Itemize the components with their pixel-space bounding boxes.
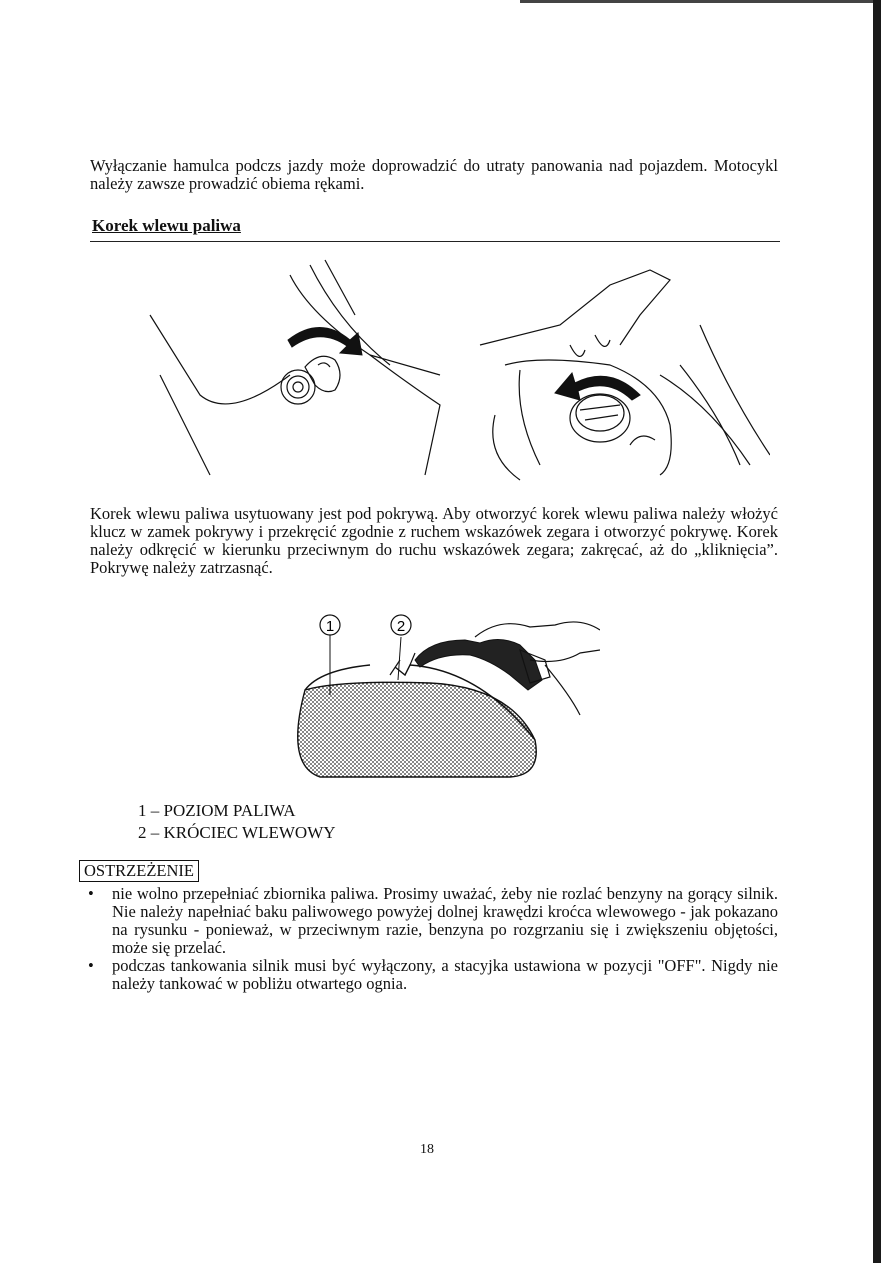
rotate-arrow-counterclockwise — [555, 373, 640, 400]
figure-legend — [138, 800, 336, 844]
key-lock-drawing — [150, 260, 440, 475]
fuel-tank-illustration — [280, 605, 600, 790]
scan-right-edge — [873, 0, 881, 1263]
filler-neck — [390, 653, 415, 675]
warning-item: • podczas tankowania silnik musi być wyłączony, a stacyjka ustawiona w pozycji "OFF". Nigdy nie należy tankować w pobliżu otwartego ognia. — [90, 957, 778, 993]
fuel-nozzle — [415, 639, 542, 690]
fuel-cap-paragraph: Korek wlewu paliwa usytuowany jest pod pokrywą. Aby otworzyć korek wlewu paliwa należy włożyć klucz w zamek pokrywy i przekręcić zgodnie z ruchem wskazówek zegara i otworzyć pokrywę. Korek należy odkręcić w kierunku przeciwnym do ruchu wskazówek zegara; zakręcać, aż do „kliknięcia”. Pokrywę należy zatrzasnąć. — [90, 504, 778, 577]
legend-item-1: 1 – POZIOM PALIWA — [138, 801, 296, 820]
callout-2-label: 2 — [396, 618, 406, 635]
callout-2-leader — [398, 637, 401, 680]
callout-1-label: 1 — [325, 618, 335, 635]
scan-top-edge — [520, 0, 881, 3]
legend-item-2: 2 – KRÓCIEC WLEWOWY — [138, 823, 336, 842]
warning-list — [90, 885, 778, 993]
page-number: 18 — [420, 1142, 434, 1157]
warning-item: • nie wolno przepełniać zbiornika paliwa. Prosimy uważać, żeby nie rozlać benzyny na gorący silnik. Nie należy napełniać baku paliwowego powyżej dolnej krawędzi krоćca wlewowego - jak pokazano na rysunku - ponieważ, w przeciwnym razie, benzyna po rozgrzaniu się i zwiększeniu objętości, może się przelać. — [90, 885, 778, 957]
section-heading: Korek wlewu paliwa — [92, 216, 241, 235]
fuel-cap-illustration — [140, 255, 770, 485]
fuel-cap-drawing — [480, 270, 770, 480]
fuel-level-fill — [298, 682, 537, 777]
warning-title: OSTRZEŻENIE — [79, 860, 199, 882]
rotate-arrow-clockwise — [288, 328, 362, 356]
heading-rule — [90, 241, 780, 242]
intro-paragraph: Wyłączanie hamulca podczs jazdy może doprowadzić do utraty panowania nad pojazdem. Motocykl należy zawsze prowadzić obiema rękami. — [90, 156, 778, 193]
